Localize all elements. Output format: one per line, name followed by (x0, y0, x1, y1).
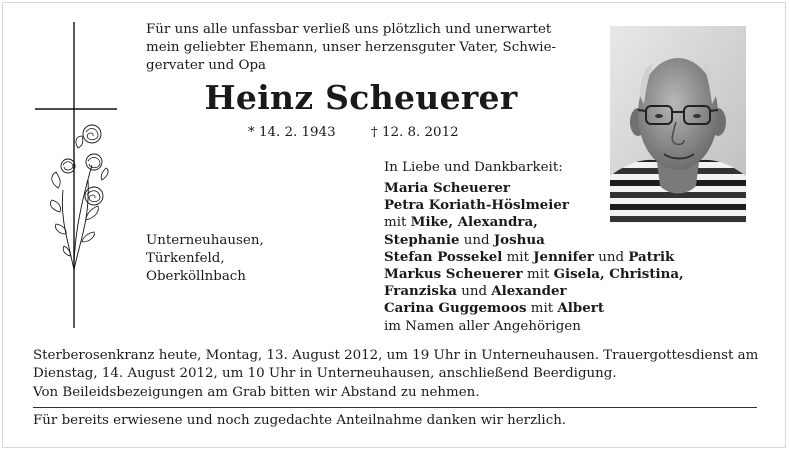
gratitude-heading: In Liebe und Dankbarkeit: (384, 160, 563, 175)
mourner-name: Stefan Possekel (384, 248, 503, 265)
mourner-name: Carina Guggemoos (384, 300, 527, 317)
mourner-name: Markus Scheuerer (384, 266, 523, 283)
mourner-name: Stephanie (384, 231, 460, 248)
funeral-line: Dienstag, 14. August 2012, um 10 Uhr in Unterneuhausen, anschließend Beerdigung. (33, 366, 617, 382)
mourner-name: Maria Scheuerer (384, 180, 510, 196)
mourner-connector: mit (522, 267, 554, 283)
death-date: † 12. 8. 2012 (371, 125, 459, 140)
mourner-line (384, 214, 684, 231)
cross-with-roses-icon (30, 20, 130, 334)
funeral-line: Sterberosenkranz heute, Montag, 13. August 2012, um 19 Uhr in Unterneuhausen. Trauergottesdienst am (33, 348, 759, 363)
mourner-line (384, 232, 684, 249)
mourner-name: Mike, Alexandra, (410, 214, 538, 231)
mourner-line (384, 300, 684, 317)
mourner-name: Gisela, Christina, (553, 266, 684, 283)
funeral-info (33, 347, 763, 402)
place: Unterneuhausen, (146, 233, 264, 248)
birth-date: * 14. 2. 1943 (248, 125, 336, 140)
mourner-name: Alexander (491, 283, 567, 300)
places-list (146, 232, 264, 286)
mourner-connector: und (459, 232, 494, 248)
divider (33, 407, 757, 408)
mourner-name: Petra Koriath-Höslmeier (384, 197, 569, 214)
mourner-name: Patrik (628, 248, 675, 265)
funeral-line: Von Beileidsbezeigungen am Grab bitten wir Abstand zu nehmen. (33, 384, 480, 400)
deceased-name: Heinz Scheuerer (204, 78, 518, 117)
mourner-line (384, 249, 684, 266)
mourner-line (384, 318, 684, 335)
mourner-line (384, 283, 684, 300)
mourner-name: Jennifer (533, 248, 594, 265)
intro-line: Für uns alle unfassbar verließ uns plötzlich und unerwartet (146, 22, 552, 37)
mourner-connector: mit (526, 301, 558, 317)
mourner-name: Joshua (493, 231, 545, 248)
mourner-line (384, 180, 684, 197)
intro-line: mein geliebter Ehemann, unser herzensguter Vater, Schwie- (146, 40, 557, 55)
mourner-connector: und (456, 284, 492, 300)
mourner-connector: und (593, 249, 629, 265)
mourner-connector: mit (502, 249, 534, 265)
mourner-connector: im Namen aller Angehörigen (384, 318, 581, 334)
mourner-name: Franziska (384, 283, 457, 300)
mourner-connector: mit (384, 215, 411, 231)
intro-text (146, 21, 576, 75)
mourners-list (384, 180, 684, 335)
intro-line: gervater und Opa (146, 58, 267, 73)
thanks-line: Für bereits erwiesene und noch zugedachte Anteilnahme danken wir herzlich. (33, 413, 567, 428)
mourner-name: Albert (557, 300, 605, 317)
place: Oberköllnbach (146, 269, 246, 284)
mourner-line (384, 266, 684, 283)
mourner-line (384, 197, 684, 214)
place: Türkenfeld, (146, 251, 225, 266)
